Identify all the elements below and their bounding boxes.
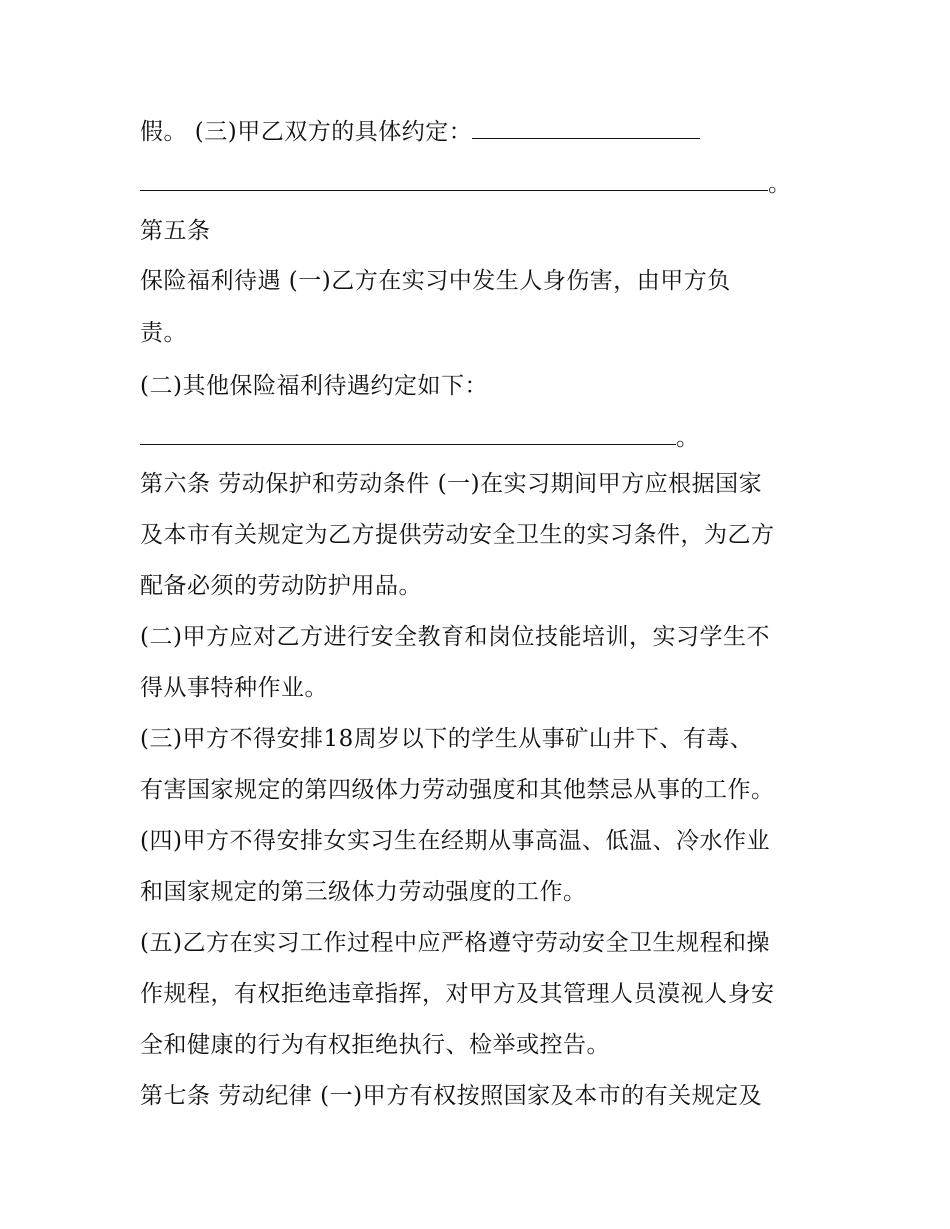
paragraph-line: 有害国家规定的第四级体力劳动强度和其他禁忌从事的工作。 — [140, 777, 775, 803]
fill-in-blank — [140, 168, 768, 191]
fill-in-blank — [472, 116, 700, 139]
period-mark: 。 — [676, 425, 700, 451]
paragraph-line: 作规程，有权拒绝违章指挥，对甲方及其管理人员漠视人身安 — [140, 981, 775, 1007]
paragraph-line: (二)甲方应对乙方进行安全教育和岗位技能培训，实习学生不 — [140, 624, 770, 650]
fill-in-blank — [140, 422, 676, 445]
paragraph-line: 第七条 劳动纪律 (一)甲方有权按照国家及本市的有关规定及 — [140, 1083, 763, 1109]
paragraph-line: (二)其他保险福利待遇约定如下： — [140, 373, 488, 399]
paragraph-line: 全和健康的行为有权拒绝执行、检举或控告。 — [140, 1032, 610, 1058]
paragraph-line: (五)乙方在实习工作过程中应严格遵守劳动安全卫生规程和操 — [140, 930, 770, 956]
paragraph-line: 和国家规定的第三级体力劳动强度的工作。 — [140, 879, 587, 905]
paragraph-line — [140, 116, 700, 147]
paragraph-line: (四)甲方不得安排女实习生在经期从事高温、低温、冷水作业 — [140, 828, 770, 854]
period-mark: 。 — [768, 171, 792, 197]
article-heading: 第五条 — [140, 218, 211, 244]
paragraph-line: 配备必须的劳动防护用品。 — [140, 573, 422, 599]
paragraph-line — [140, 422, 700, 453]
paragraph-line: 责。 — [140, 320, 187, 346]
clause-text: 假。 (三)甲乙双方的具体约定： — [140, 119, 473, 145]
paragraph-line: 第六条 劳动保护和劳动条件 (一)在实习期间甲方应根据国家 — [140, 471, 763, 497]
paragraph-line — [140, 168, 792, 199]
paragraph-line: 得从事特种作业。 — [140, 675, 328, 701]
paragraph-line: (三)甲方不得安排18周岁以下的学生从事矿山井下、有毒、 — [140, 726, 754, 752]
paragraph-line: 及本市有关规定为乙方提供劳动安全卫生的实习条件，为乙方 — [140, 522, 775, 548]
paragraph-line: 保险福利待遇 (一)乙方在实习中发生人身伤害，由甲方负 — [140, 268, 731, 294]
